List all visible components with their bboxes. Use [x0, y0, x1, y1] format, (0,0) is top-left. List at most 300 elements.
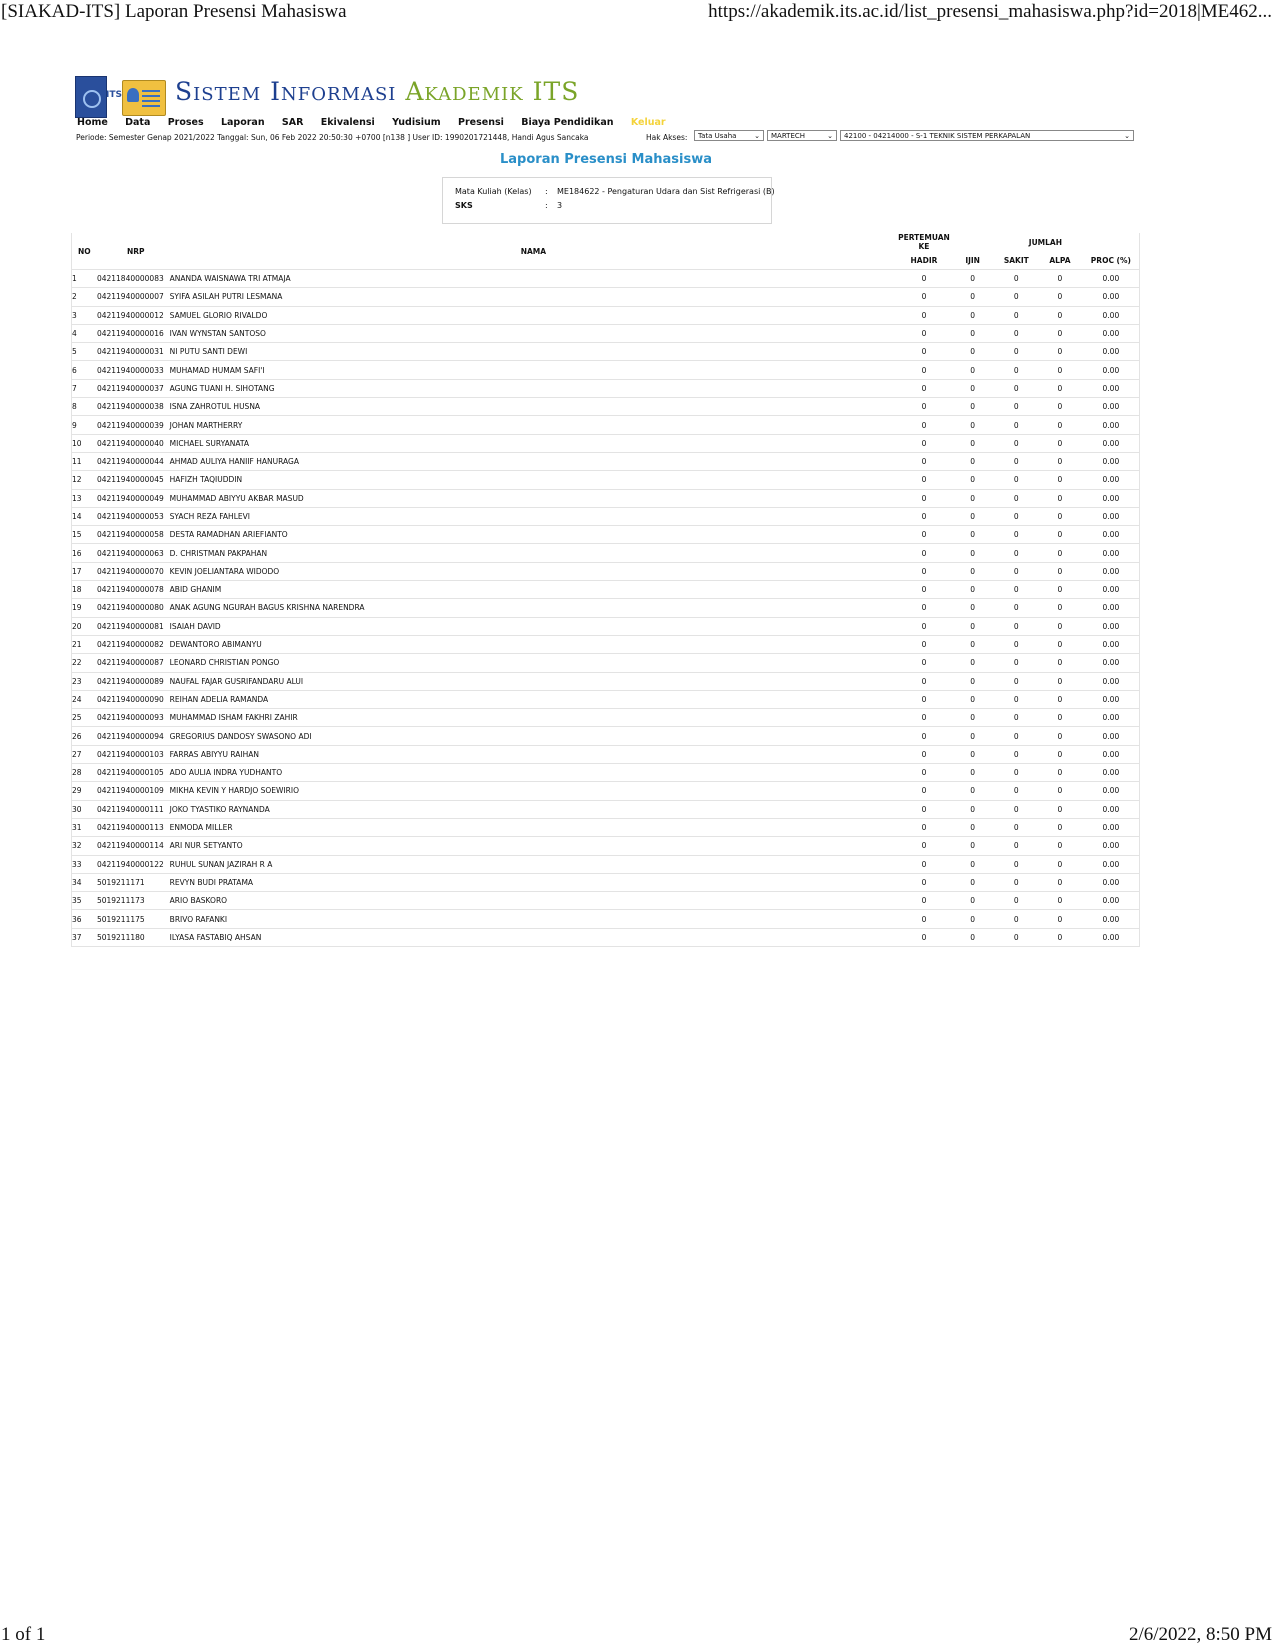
- table-row: [72, 544, 1140, 562]
- cell-sakit: 0: [994, 288, 1038, 306]
- cell-proc: 0.00: [1082, 343, 1140, 361]
- cell-hadir: 0: [897, 361, 951, 379]
- cell-hadir: 0: [897, 306, 951, 324]
- cell-proc: 0.00: [1082, 910, 1140, 928]
- table-row: [72, 471, 1140, 489]
- cell-proc: 0.00: [1082, 489, 1140, 507]
- cell-ijin: 0: [951, 270, 995, 288]
- its-seal-icon: [75, 76, 107, 118]
- table-row: [72, 745, 1140, 763]
- cell-sakit: 0: [994, 635, 1038, 653]
- table-row: [72, 690, 1140, 708]
- cell-nama: MUHAMAD HUMAM SAFI'I: [170, 361, 897, 379]
- cell-proc: 0.00: [1082, 562, 1140, 580]
- cell-alpa: 0: [1038, 270, 1082, 288]
- cell-nama: HAFIZH TAQIUDDIN: [170, 471, 897, 489]
- cell-ijin: 0: [951, 727, 995, 745]
- cell-proc: 0.00: [1082, 581, 1140, 599]
- cell-hadir: 0: [897, 324, 951, 342]
- cell-nama: NAUFAL FAJAR GUSRIFANDARU ALUI: [170, 672, 897, 690]
- cell-no: 9: [72, 416, 97, 434]
- cell-alpa: 0: [1038, 452, 1082, 470]
- cell-sakit: 0: [994, 690, 1038, 708]
- cell-ijin: 0: [951, 416, 995, 434]
- table-row: [72, 507, 1140, 525]
- menu-presensi[interactable]: Presensi: [458, 117, 504, 128]
- cell-no: 28: [72, 764, 97, 782]
- cell-nama: JOKO TYASTIKO RAYNANDA: [170, 800, 897, 818]
- menu-home[interactable]: Home: [77, 117, 108, 128]
- cell-hadir: 0: [897, 434, 951, 452]
- cell-nrp: 04211940000012: [97, 306, 170, 324]
- cell-nama: DEWANTORO ABIMANYU: [170, 635, 897, 653]
- cell-nama: ENMODA MILLER: [170, 818, 897, 836]
- cell-no: 5: [72, 343, 97, 361]
- cell-nrp: 5019211175: [97, 910, 170, 928]
- cell-alpa: 0: [1038, 288, 1082, 306]
- cell-no: 13: [72, 489, 97, 507]
- cell-ijin: 0: [951, 361, 995, 379]
- table-row: [72, 324, 1140, 342]
- cell-sakit: 0: [994, 654, 1038, 672]
- cell-proc: 0.00: [1082, 928, 1140, 946]
- cell-hadir: 0: [897, 672, 951, 690]
- cell-nrp: 04211940000122: [97, 855, 170, 873]
- cell-nrp: 04211940000039: [97, 416, 170, 434]
- cell-no: 23: [72, 672, 97, 690]
- cell-alpa: 0: [1038, 581, 1082, 599]
- cell-nrp: 04211940000105: [97, 764, 170, 782]
- cell-nrp: 04211940000080: [97, 599, 170, 617]
- course-label: Mata Kuliah (Kelas): [455, 187, 532, 196]
- cell-hadir: 0: [897, 398, 951, 416]
- cell-sakit: 0: [994, 471, 1038, 489]
- table-row: [72, 928, 1140, 946]
- cell-nama: MUHAMMAD ABIYYU AKBAR MASUD: [170, 489, 897, 507]
- print-page-title: [SIAKAD-ITS] Laporan Presensi Mahasiswa: [1, 1, 347, 22]
- cell-hadir: 0: [897, 910, 951, 928]
- cell-nrp: 04211940000044: [97, 452, 170, 470]
- cell-nrp: 04211940000089: [97, 672, 170, 690]
- period-info: Periode: Semester Genap 2021/2022 Tanggal: Sun, 06 Feb 2022 20:50:30 +0700 [n138 ] User ID: 1990201721448, Handi Agus Sancaka: [76, 133, 589, 142]
- sks-value: 3: [557, 201, 563, 210]
- cell-nrp: 04211940000033: [97, 361, 170, 379]
- table-row: [72, 635, 1140, 653]
- cell-no: 37: [72, 928, 97, 946]
- cell-hadir: 0: [897, 873, 951, 891]
- cell-ijin: 0: [951, 782, 995, 800]
- cell-nrp: 04211940000078: [97, 581, 170, 599]
- cell-sakit: 0: [994, 672, 1038, 690]
- cell-ijin: 0: [951, 471, 995, 489]
- col-header-nama: NAMA: [520, 246, 547, 256]
- cell-nrp: 04211940000037: [97, 379, 170, 397]
- col-header-sakit: SAKIT: [1003, 255, 1029, 265]
- cell-ijin: 0: [951, 654, 995, 672]
- unit-select[interactable]: [767, 130, 837, 141]
- cell-sakit: 0: [994, 928, 1038, 946]
- cell-alpa: 0: [1038, 635, 1082, 653]
- course-info-box: [442, 177, 775, 224]
- cell-nrp: 04211940000063: [97, 544, 170, 562]
- cell-alpa: 0: [1038, 617, 1082, 635]
- table-row: [72, 709, 1140, 727]
- cell-hadir: 0: [897, 837, 951, 855]
- cell-proc: 0.00: [1082, 507, 1140, 525]
- cell-nama: ISNA ZAHROTUL HUSNA: [170, 398, 897, 416]
- cell-proc: 0.00: [1082, 452, 1140, 470]
- cell-no: 12: [72, 471, 97, 489]
- cell-hadir: 0: [897, 416, 951, 434]
- cell-alpa: 0: [1038, 507, 1082, 525]
- table-row: [72, 581, 1140, 599]
- cell-proc: 0.00: [1082, 599, 1140, 617]
- cell-alpa: 0: [1038, 562, 1082, 580]
- cell-alpa: 0: [1038, 324, 1082, 342]
- unit-select-value: MARTECH: [771, 132, 806, 140]
- cell-nama: BRIVO RAFANKI: [170, 910, 897, 928]
- cell-alpa: 0: [1038, 471, 1082, 489]
- cell-alpa: 0: [1038, 398, 1082, 416]
- cell-nrp: 04211940000053: [97, 507, 170, 525]
- cell-nama: ANAK AGUNG NGURAH BAGUS KRISHNA NARENDRA: [170, 599, 897, 617]
- cell-proc: 0.00: [1082, 617, 1140, 635]
- cell-proc: 0.00: [1082, 727, 1140, 745]
- info-bar: [76, 132, 1136, 146]
- table-row: [72, 818, 1140, 836]
- cell-nama: SYACH REZA FAHLEVI: [170, 507, 897, 525]
- cell-proc: 0.00: [1082, 764, 1140, 782]
- table-row: [72, 526, 1140, 544]
- cell-ijin: 0: [951, 873, 995, 891]
- menu-laporan[interactable]: Laporan: [220, 117, 265, 128]
- cell-ijin: 0: [951, 489, 995, 507]
- cell-sakit: 0: [994, 434, 1038, 452]
- col-header-proc: PROC (%): [1090, 255, 1131, 265]
- cell-nrp: 04211840000083: [97, 270, 170, 288]
- table-row: [72, 562, 1140, 580]
- cell-alpa: 0: [1038, 526, 1082, 544]
- col-header-pertemuan: PERTEMUAN KE: [898, 233, 950, 251]
- cell-alpa: 0: [1038, 416, 1082, 434]
- col-header-alpa: ALPA: [1049, 255, 1071, 265]
- cell-no: 27: [72, 745, 97, 763]
- cell-nama: JOHAN MARTHERRY: [170, 416, 897, 434]
- cell-ijin: 0: [951, 343, 995, 361]
- cell-hadir: 0: [897, 544, 951, 562]
- cell-alpa: 0: [1038, 818, 1082, 836]
- col-header-jumlah: JUMLAH: [1028, 237, 1063, 247]
- cell-no: 20: [72, 617, 97, 635]
- col-header-nrp: NRP: [126, 246, 145, 256]
- cell-ijin: 0: [951, 526, 995, 544]
- cell-ijin: 0: [951, 745, 995, 763]
- cell-nrp: 04211940000093: [97, 709, 170, 727]
- table-row: [72, 379, 1140, 397]
- table-row: [72, 892, 1140, 910]
- cell-ijin: 0: [951, 910, 995, 928]
- table-row: [72, 727, 1140, 745]
- cell-hadir: 0: [897, 709, 951, 727]
- table-row: [72, 764, 1140, 782]
- cell-nrp: 04211940000031: [97, 343, 170, 361]
- page-count: 1 of 1: [1, 1624, 46, 1645]
- cell-ijin: 0: [951, 635, 995, 653]
- print-header: [0, 0, 1275, 30]
- table-row: [72, 873, 1140, 891]
- cell-no: 6: [72, 361, 97, 379]
- cell-nama: KEVIN JOELIANTARA WIDODO: [170, 562, 897, 580]
- cell-hadir: 0: [897, 526, 951, 544]
- cell-no: 8: [72, 398, 97, 416]
- cell-nama: LEONARD CHRISTIAN PONGO: [170, 654, 897, 672]
- table-row: [72, 452, 1140, 470]
- cell-no: 3: [72, 306, 97, 324]
- cell-ijin: 0: [951, 892, 995, 910]
- cell-alpa: 0: [1038, 764, 1082, 782]
- cell-proc: 0.00: [1082, 782, 1140, 800]
- chevron-down-icon: ⌄: [1124, 132, 1130, 140]
- cell-hadir: 0: [897, 581, 951, 599]
- cell-proc: 0.00: [1082, 544, 1140, 562]
- cell-proc: 0.00: [1082, 398, 1140, 416]
- cell-hadir: 0: [897, 635, 951, 653]
- cell-no: 11: [72, 452, 97, 470]
- cell-alpa: 0: [1038, 379, 1082, 397]
- cell-no: 30: [72, 800, 97, 818]
- cell-proc: 0.00: [1082, 873, 1140, 891]
- table-row: [72, 855, 1140, 873]
- id-card-icon: [122, 80, 166, 116]
- cell-proc: 0.00: [1082, 379, 1140, 397]
- cell-proc: 0.00: [1082, 324, 1140, 342]
- cell-sakit: 0: [994, 398, 1038, 416]
- table-row: [72, 782, 1140, 800]
- cell-ijin: 0: [951, 709, 995, 727]
- cell-nrp: 04211940000081: [97, 617, 170, 635]
- cell-alpa: 0: [1038, 800, 1082, 818]
- table-row: [72, 910, 1140, 928]
- cell-alpa: 0: [1038, 690, 1082, 708]
- sks-row: SKS : 3: [455, 201, 563, 210]
- cell-hadir: 0: [897, 727, 951, 745]
- cell-proc: 0.00: [1082, 837, 1140, 855]
- cell-sakit: 0: [994, 599, 1038, 617]
- cell-ijin: 0: [951, 562, 995, 580]
- cell-no: 10: [72, 434, 97, 452]
- main-menu: [77, 117, 680, 128]
- cell-proc: 0.00: [1082, 635, 1140, 653]
- menu-data[interactable]: Data: [125, 117, 151, 128]
- sks-label: SKS: [455, 201, 473, 210]
- table-row: [72, 599, 1140, 617]
- cell-sakit: 0: [994, 892, 1038, 910]
- cell-ijin: 0: [951, 324, 995, 342]
- cell-nama: ABID GHANIM: [170, 581, 897, 599]
- cell-proc: 0.00: [1082, 892, 1140, 910]
- siakad-logo[interactable]: [75, 76, 605, 118]
- cell-hadir: 0: [897, 507, 951, 525]
- cell-sakit: 0: [994, 782, 1038, 800]
- cell-ijin: 0: [951, 800, 995, 818]
- cell-proc: 0.00: [1082, 288, 1140, 306]
- cell-nrp: 04211940000070: [97, 562, 170, 580]
- cell-proc: 0.00: [1082, 471, 1140, 489]
- cell-sakit: 0: [994, 764, 1038, 782]
- cell-proc: 0.00: [1082, 361, 1140, 379]
- cell-ijin: 0: [951, 288, 995, 306]
- cell-proc: 0.00: [1082, 709, 1140, 727]
- menu-keluar[interactable]: Keluar: [630, 117, 666, 128]
- cell-proc: 0.00: [1082, 800, 1140, 818]
- cell-hadir: 0: [897, 270, 951, 288]
- print-page-url: https://akademik.its.ac.id/list_presensi_mahasiswa.php?id=2018|ME462...: [708, 1, 1272, 22]
- cell-ijin: 0: [951, 452, 995, 470]
- cell-no: 31: [72, 818, 97, 836]
- cell-proc: 0.00: [1082, 306, 1140, 324]
- cell-no: 1: [72, 270, 97, 288]
- cell-no: 36: [72, 910, 97, 928]
- cell-sakit: 0: [994, 562, 1038, 580]
- cell-hadir: 0: [897, 782, 951, 800]
- cell-hadir: 0: [897, 599, 951, 617]
- its-mini-label: ITS: [106, 90, 122, 100]
- cell-nama: GREGORIUS DANDOSY SWASONO ADI: [170, 727, 897, 745]
- table-row: [72, 398, 1140, 416]
- cell-alpa: 0: [1038, 654, 1082, 672]
- cell-ijin: 0: [951, 544, 995, 562]
- cell-alpa: 0: [1038, 489, 1082, 507]
- cell-sakit: 0: [994, 709, 1038, 727]
- cell-ijin: 0: [951, 599, 995, 617]
- cell-alpa: 0: [1038, 782, 1082, 800]
- cell-sakit: 0: [994, 324, 1038, 342]
- cell-sakit: 0: [994, 800, 1038, 818]
- cell-no: 29: [72, 782, 97, 800]
- cell-no: 22: [72, 654, 97, 672]
- table-row: [72, 837, 1140, 855]
- cell-alpa: 0: [1038, 892, 1082, 910]
- attendance-table: [72, 233, 1140, 947]
- cell-nama: ARI NUR SETYANTO: [170, 837, 897, 855]
- cell-nama: NI PUTU SANTI DEWI: [170, 343, 897, 361]
- cell-nrp: 5019211180: [97, 928, 170, 946]
- cell-sakit: 0: [994, 581, 1038, 599]
- cell-nrp: 04211940000045: [97, 471, 170, 489]
- cell-proc: 0.00: [1082, 690, 1140, 708]
- cell-nrp: 04211940000114: [97, 837, 170, 855]
- menu-biaya-pendidikan[interactable]: Biaya Pendidikan: [521, 117, 614, 128]
- cell-sakit: 0: [994, 544, 1038, 562]
- cell-alpa: 0: [1038, 599, 1082, 617]
- cell-nama: SAMUEL GLORIO RIVALDO: [170, 306, 897, 324]
- role-select[interactable]: [694, 130, 764, 141]
- cell-no: 4: [72, 324, 97, 342]
- menu-proses[interactable]: Proses: [167, 117, 204, 128]
- cell-proc: 0.00: [1082, 745, 1140, 763]
- chevron-down-icon: ⌄: [754, 132, 760, 140]
- cell-hadir: 0: [897, 288, 951, 306]
- cell-hadir: 0: [897, 343, 951, 361]
- cell-hadir: 0: [897, 562, 951, 580]
- cell-ijin: 0: [951, 690, 995, 708]
- col-header-hadir: HADIR: [910, 255, 938, 265]
- cell-hadir: 0: [897, 818, 951, 836]
- cell-sakit: 0: [994, 416, 1038, 434]
- cell-ijin: 0: [951, 507, 995, 525]
- table-row: [72, 434, 1140, 452]
- cell-proc: 0.00: [1082, 270, 1140, 288]
- cell-ijin: 0: [951, 837, 995, 855]
- cell-sakit: 0: [994, 306, 1038, 324]
- table-row: [72, 361, 1140, 379]
- cell-hadir: 0: [897, 800, 951, 818]
- cell-hadir: 0: [897, 928, 951, 946]
- cell-nama: MICHAEL SURYANATA: [170, 434, 897, 452]
- cell-alpa: 0: [1038, 672, 1082, 690]
- cell-alpa: 0: [1038, 910, 1082, 928]
- cell-hadir: 0: [897, 892, 951, 910]
- cell-sakit: 0: [994, 617, 1038, 635]
- cell-proc: 0.00: [1082, 654, 1140, 672]
- cell-no: 7: [72, 379, 97, 397]
- cell-nama: ARIO BASKORO: [170, 892, 897, 910]
- cell-no: 18: [72, 581, 97, 599]
- cell-sakit: 0: [994, 507, 1038, 525]
- cell-nama: ADO AULIA INDRA YUDHANTO: [170, 764, 897, 782]
- logo-wordmark: Sistem Informasi Akademik ITS: [175, 77, 580, 106]
- cell-ijin: 0: [951, 379, 995, 397]
- cell-nrp: 5019211171: [97, 873, 170, 891]
- cell-nrp: 04211940000049: [97, 489, 170, 507]
- cell-sakit: 0: [994, 855, 1038, 873]
- table-row: [72, 654, 1140, 672]
- table-row: [72, 288, 1140, 306]
- cell-ijin: 0: [951, 306, 995, 324]
- table-row: [72, 416, 1140, 434]
- cell-sakit: 0: [994, 873, 1038, 891]
- cell-hadir: 0: [897, 452, 951, 470]
- hak-akses-label: Hak Akses:: [646, 133, 688, 142]
- cell-nama: ILYASA FASTABIQ AHSAN: [170, 928, 897, 946]
- menu-sar[interactable]: SAR: [281, 117, 304, 128]
- cell-nama: SYIFA ASILAH PUTRI LESMANA: [170, 288, 897, 306]
- cell-hadir: 0: [897, 745, 951, 763]
- cell-nama: REVYN BUDI PRATAMA: [170, 873, 897, 891]
- cell-no: 32: [72, 837, 97, 855]
- cell-ijin: 0: [951, 434, 995, 452]
- table-row: [72, 306, 1140, 324]
- menu-ekivalensi[interactable]: Ekivalensi: [320, 117, 375, 128]
- prodi-select[interactable]: [840, 130, 1134, 141]
- cell-no: 15: [72, 526, 97, 544]
- cell-nrp: 04211940000007: [97, 288, 170, 306]
- cell-hadir: 0: [897, 690, 951, 708]
- cell-nama: D. CHRISTMAN PAKPAHAN: [170, 544, 897, 562]
- menu-yudisium[interactable]: Yudisium: [392, 117, 441, 128]
- print-datetime: 2/6/2022, 8:50 PM: [1128, 1624, 1272, 1645]
- cell-sakit: 0: [994, 343, 1038, 361]
- cell-nrp: 04211940000058: [97, 526, 170, 544]
- page-title: Laporan Presensi Mahasiswa: [500, 152, 712, 167]
- cell-no: 17: [72, 562, 97, 580]
- course-row: Mata Kuliah (Kelas) : ME184622 - Pengaturan Udara dan Sist Refrigerasi (B): [455, 187, 775, 196]
- cell-sakit: 0: [994, 489, 1038, 507]
- cell-nama: MUHAMMAD ISHAM FAKHRI ZAHIR: [170, 709, 897, 727]
- col-header-ijin: IJIN: [965, 255, 980, 265]
- cell-nama: MIKHA KEVIN Y HARDJO SOEWIRIO: [170, 782, 897, 800]
- cell-nrp: 04211940000040: [97, 434, 170, 452]
